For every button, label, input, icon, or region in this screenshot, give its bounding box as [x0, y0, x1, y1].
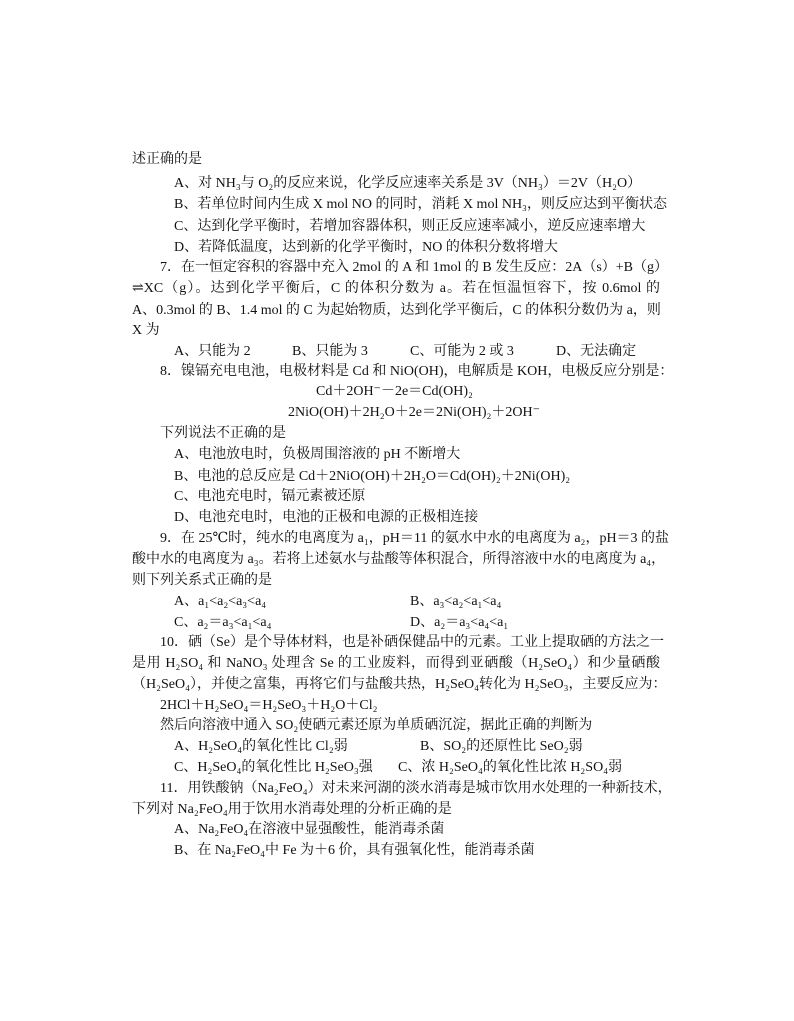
question-9-stem-line-3: 则下列关系式正确的是 [132, 573, 272, 588]
question-8-equation-2: 2NiO(OH)＋2H₂O＋2e＝2Ni(OH)₂＋2OH⁻ [288, 405, 541, 420]
question-7-stem-line-4: X 为 [132, 323, 160, 338]
question-10-option-b: B、SO₂的还原性比 SeO₂弱 [420, 739, 583, 754]
question-11-stem-line-1: 11．用铁酸钠（Na₂FeO₄）对未来河湖的淡水消毒是城市饮用水处理的一种新技术， [160, 781, 672, 796]
question-10-stem-line-1: 10．硒（Se）是个导体材料，也是补硒保健品中的元素。工业上提取硒的方法之一 [160, 635, 664, 650]
question-8-option-c: C、电池充电时，镉元素被还原 [174, 489, 366, 504]
question-11-stem-line-2: 下列对 Na₂FeO₄用于饮用水消毒处理的分析正确的是 [132, 802, 452, 817]
question-7-stem-line-1: 7．在一恒定容积的容器中充入 2mol 的 A 和 1mol 的 B 发生反应：2A（s）+B（g） [160, 260, 669, 275]
question-6-option-b: B、若单位时间内生成 X mol NO 的同时，消耗 X mol NH₃，则反应达到平衡状态 [174, 197, 667, 212]
question-9-option-d: D、a₂＝a₃<a₄<a₁ [410, 615, 509, 630]
question-11-option-a: A、Na₂FeO₄在溶液中显强酸性，能消毒杀菌 [174, 822, 445, 837]
question-10-option-d: C、浓 H₂SeO₄的氧化性比浓 H₂SO₄弱 [398, 760, 623, 775]
question-9-stem-line-2: 酸中水的电离度为 a₃。若将上述氨水与盐酸等体积混合，所得溶液中水的电离度为 a₄， [132, 552, 666, 567]
question-10-equation: 2HCl＋H₂SeO₄＝H₂SeO₃＋H₂O＋Cl₂ [160, 698, 378, 713]
question-9-option-a: A、a₁<a₂<a₃<a₄ [174, 594, 267, 609]
question-6-option-d: D、若降低温度，达到新的化学平衡时，NO 的体积分数将增大 [174, 240, 558, 255]
question-9-stem-line-1: 9．在 25℃时，纯水的电离度为 a₁，pH＝11 的氨水中水的电离度为 a₂，pH＝3 的盐 [160, 531, 670, 546]
question-10-option-a: A、H₂SeO₄的氧化性比 Cl₂弱 [174, 739, 348, 754]
question-8-option-a: A、电池放电时，负极周围溶液的 pH 不断增大 [174, 447, 461, 462]
question-7-stem-line-2: ⇌XC（g）。达到化学平衡后，C 的体积分数为 a。若在恒温恒容下，按 0.6mol 的 [132, 281, 660, 296]
question-6-option-a: A、对 NH₃与 O₂的反应来说，化学反应速率关系是 3V（NH₃）＝2V（H₂O） [174, 176, 642, 191]
question-7-stem-line-3: A、0.3mol 的 B、1.4 mol 的 C 为起始物质，达到化学平衡后，C 的体积分数仍为 a，则 [132, 303, 661, 318]
question-10-stem-line-2: 是用 H₂SO₄ 和 NaNO₃ 处理含 Se 的工业废料，而得到亚硒酸（H₂SeO₄）和少量硒酸 [132, 656, 660, 671]
question-6-option-c: C、达到化学平衡时，若增加容器体积，则正反应速率减小，逆反应速率增大 [174, 219, 646, 234]
question-10-option-c: C、H₂SeO₄的氧化性比 H₂SeO₃强 [174, 760, 373, 775]
question-11-option-b: B、在 Na₂FeO₄中 Fe 为＋6 价，具有强氧化性，能消毒杀菌 [174, 843, 535, 858]
question-8-stem: 8．镍镉充电电池，电极材料是 Cd 和 NiO(OH)，电解质是 KOH，电极反应分别是： [160, 364, 674, 379]
question-9-option-b: B、a₃<a₂<a₁<a₄ [410, 594, 502, 609]
question-7-option-d: D、无法确定 [556, 344, 637, 359]
question-8-prompt: 下列说法不正确的是 [160, 426, 286, 441]
question-8-option-d: D、电池充电时，电池的正极和电源的正极相连接 [174, 510, 479, 525]
question-7-option-c: C、可能为 2 或 3 [410, 344, 514, 359]
question-10-prompt: 然后向溶液中通入 SO₂使硒元素还原为单质硒沉淀，据此正确的判断为 [160, 718, 593, 733]
question-8-equation-1: Cd＋2OH⁻－2e＝Cd(OH)₂ [316, 384, 473, 399]
question-10-stem-line-3: （H₂SeO₄），并使之富集，再将它们与盐酸共热，H₂SeO₄转化为 H₂SeO₃，主要反应为： [132, 677, 667, 692]
question-9-option-c: C、a₂＝a₃<a₁<a₄ [174, 615, 272, 630]
question-7-option-b: B、只能为 3 [292, 344, 368, 359]
question-6-stem-tail: 述正确的是 [132, 152, 202, 167]
question-7-option-a: A、只能为 2 [174, 344, 251, 359]
question-8-option-b: B、电池的总反应是 Cd＋2NiO(OH)＋2H₂O＝Cd(OH)₂＋2Ni(OH)₂ [174, 469, 571, 484]
